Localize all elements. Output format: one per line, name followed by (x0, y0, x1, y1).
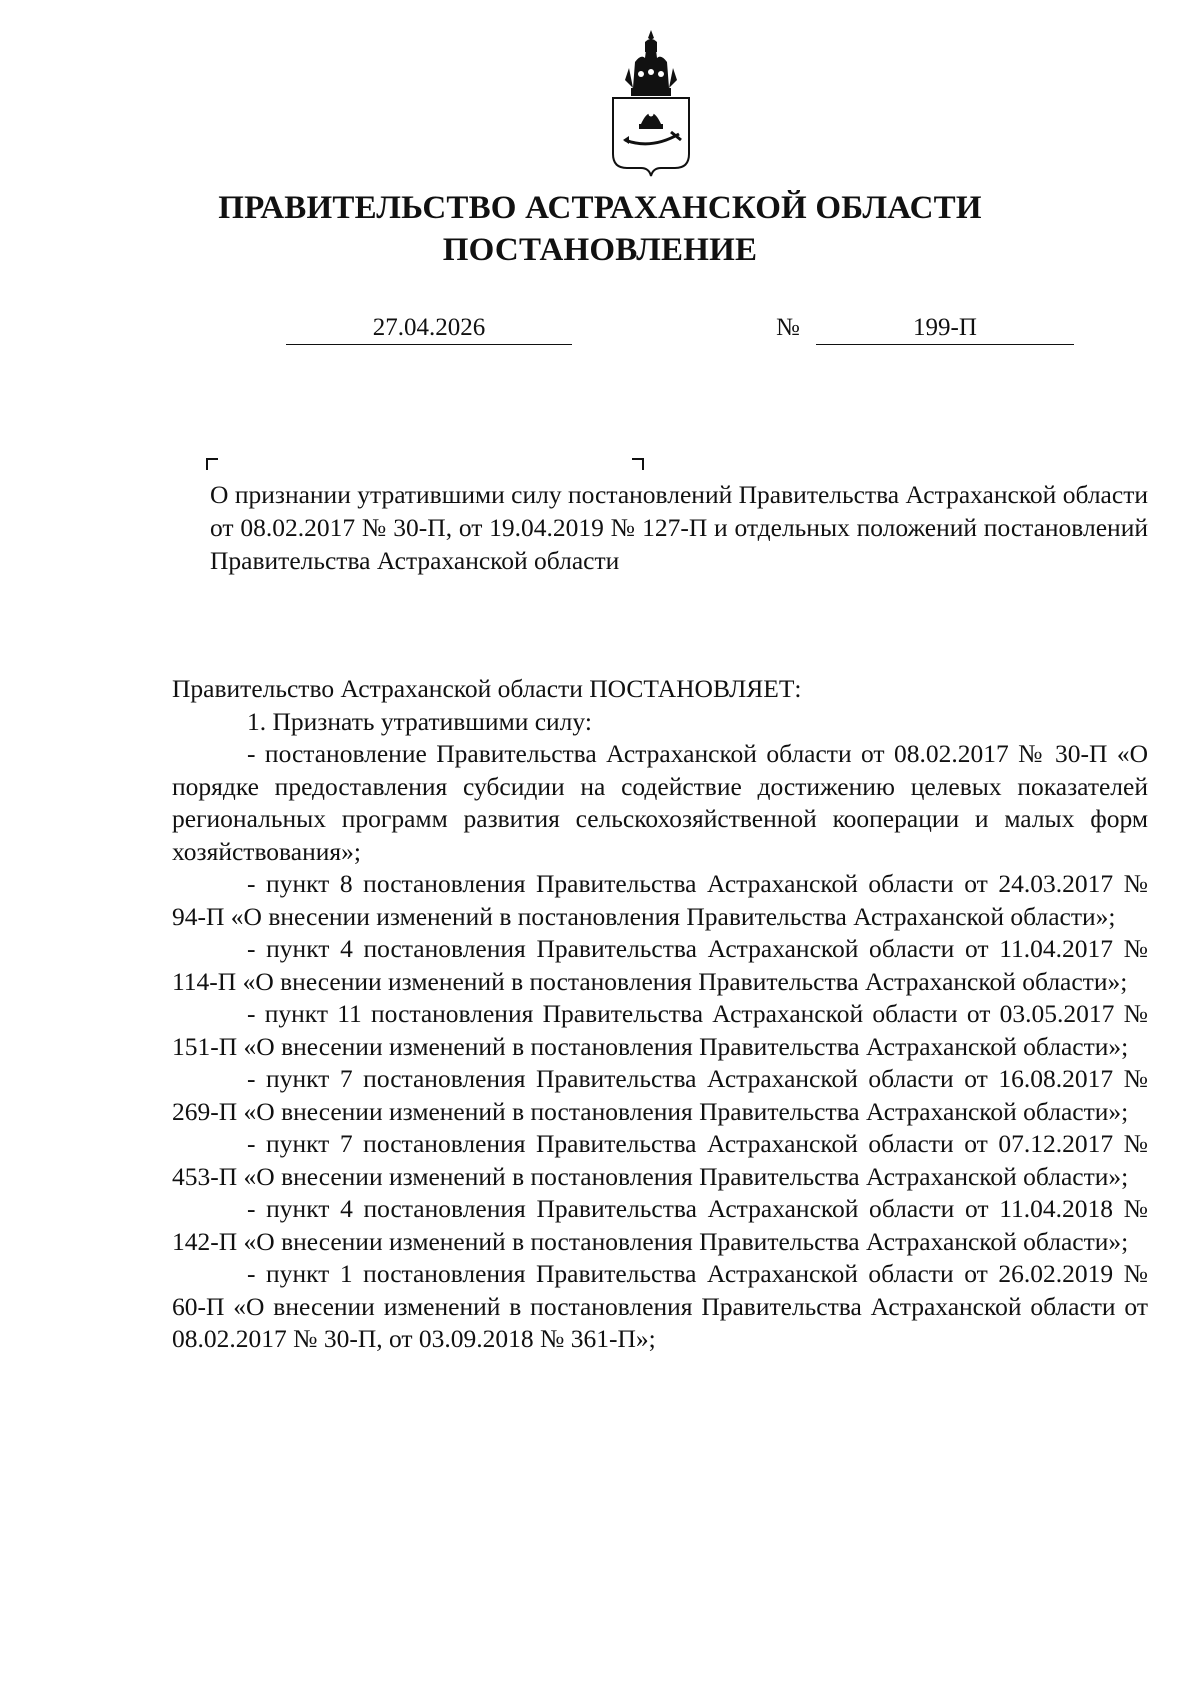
list-item: - пункт 4 постановления Правительства Астраханской области от 11.04.2018 № 142-П «О внесении изменений в постановления Правительства Астраханской области»; (172, 1194, 1148, 1256)
list-item: - пункт 8 постановления Правительства Астраханской области от 24.03.2017 № 94-П «О внесении изменений в постановления Правительства Астраханской области»; (172, 869, 1148, 931)
list-item: - пункт 7 постановления Правительства Астраханской области от 07.12.2017 № 453-П «О внесении изменений в постановления Правительства Астраханской области»; (172, 1129, 1148, 1191)
list-item: - пункт 1 постановления Правительства Астраханской области от 26.02.2019 № 60-П «О внесении изменений в постановления Правительства Астраханской области от 08.02.2017 № 30-П, от 03.09.2018 № 361-П»; (172, 1259, 1148, 1353)
list-item: - пункт 7 постановления Правительства Астраханской области от 16.08.2017 № 269-П «О внесении изменений в постановления Правительства Астраханской области»; (172, 1064, 1148, 1126)
document-title: О признании утратившими силу постановлений Правительства Астраханской области от 08.02.2017 № 30-П, от 19.04.2019 № 127-П и отдельных положений постановлений Правительства Астраханской области (210, 480, 1148, 575)
list-item: - пункт 4 постановления Правительства Астраханской области от 11.04.2017 № 114-П «О внесении изменений в постановления Правительства Астраханской области»; (172, 934, 1148, 996)
government-name: ПРАВИТЕЛЬСТВО АСТРАХАНСКОЙ ОБЛАСТИ (218, 190, 982, 226)
document-date: 27.04.2026 (286, 312, 572, 345)
document-type: ПОСТАНОВЛЕНИЕ (442, 232, 758, 268)
number-sign: № (776, 314, 800, 341)
intro-paragraph: Правительство Астраханской области ПОСТАНОВЛЯЕТ: (172, 674, 802, 703)
list-item: - постановление Правительства Астраханской области от 08.02.2017 № 30-П «О порядке предоставления субсидии на содействие достижению целевых показателей региональных программ развития сельскохозяйственной кооперации и малых форм хозяйствования»; (172, 739, 1148, 866)
document-number: 199-П (816, 312, 1074, 345)
document-body (172, 673, 1148, 1356)
title-corner-left-mark (206, 458, 218, 470)
point-1: 1. Признать утратившими силу: (247, 706, 592, 736)
title-corner-right-mark (632, 458, 644, 470)
coat-of-arms-icon (605, 28, 697, 178)
list-item: - пункт 11 постановления Правительства Астраханской области от 03.05.2017 № 151-П «О внесении изменений в постановления Правительства Астраханской области»; (172, 999, 1148, 1061)
